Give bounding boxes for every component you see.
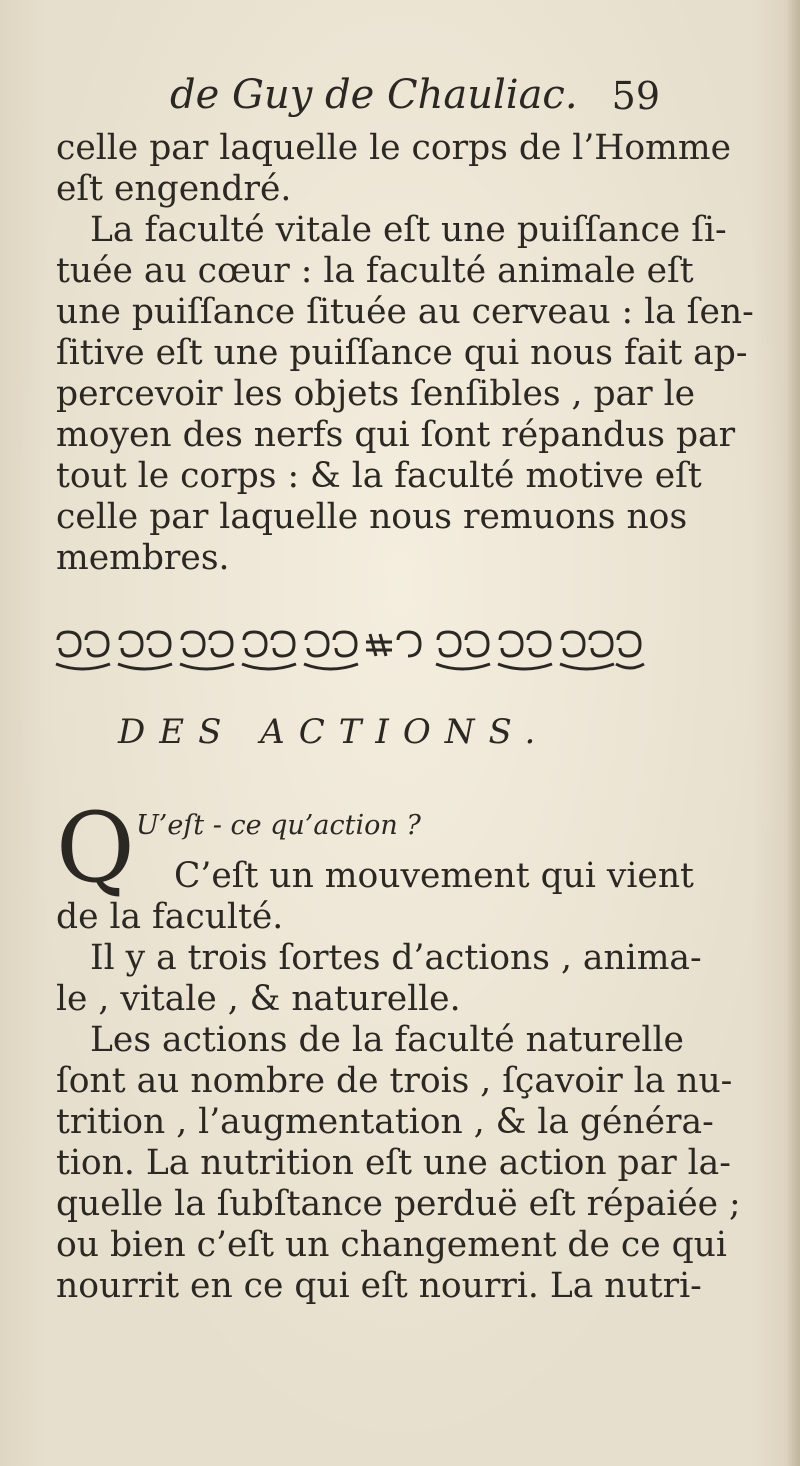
section-heading: DES ACTIONS. bbox=[118, 712, 550, 752]
text-line: Il y a trois ſortes d’actions , anima- bbox=[90, 938, 702, 978]
text-line: membres. bbox=[56, 538, 230, 578]
text-line: Les actions de la faculté naturelle bbox=[90, 1020, 684, 1060]
text-line: le , vitale , & naturelle. bbox=[56, 979, 461, 1019]
running-head bbox=[170, 70, 660, 120]
paragraph-faculties bbox=[56, 128, 754, 579]
text-line: eſt engendré. bbox=[56, 169, 292, 209]
text-line: de la faculté. bbox=[56, 897, 284, 937]
text-line: ſont au nombre de trois , ſçavoir la nu- bbox=[56, 1061, 733, 1101]
text-line: nourrit en ce qui eſt nourri. La nutri- bbox=[56, 1266, 702, 1306]
text-line: tout le corps : & la faculté motive eſt bbox=[56, 456, 702, 496]
text-line: moyen des nerfs qui ſont répandus par bbox=[56, 415, 736, 455]
text-line: une puiſſance ſituée au cerveau : la ſen- bbox=[56, 292, 754, 332]
text-line: C’eſt un mouvement qui vient bbox=[174, 856, 694, 896]
ornamental-divider bbox=[52, 628, 652, 678]
text-line: tuée au cœur : la faculté animale eſt bbox=[56, 251, 694, 291]
text-line: percevoir les objets ſenſibles , par le bbox=[56, 374, 696, 414]
question-line: U’eſt - ce qu’action ? bbox=[136, 810, 421, 841]
text-line: ou bien c’eſt un changement de ce qui bbox=[56, 1225, 727, 1265]
text-line: quelle la ſubſtance perduë eſt répaiée ; bbox=[56, 1184, 741, 1224]
text-line: celle par laquelle nous remuons nos bbox=[56, 497, 688, 537]
text-line: trition , l’augmentation , & la généra- bbox=[56, 1102, 714, 1142]
running-title: de Guy de Chauliac. bbox=[170, 72, 578, 118]
paragraph-actions bbox=[56, 856, 741, 1307]
text-line: ſitive eſt une puiſſance qui nous fait ap- bbox=[56, 333, 748, 373]
drop-cap: Q bbox=[56, 792, 135, 904]
text-line: celle par laquelle le corps de l’Homme bbox=[56, 128, 732, 168]
page-number: 59 bbox=[611, 74, 660, 118]
text-line: La faculté vitale eſt une puiſſance ſi- bbox=[90, 210, 727, 250]
text-line: tion. La nutrition eſt une action par la- bbox=[56, 1143, 731, 1183]
page-edge-shadow bbox=[786, 0, 800, 1466]
